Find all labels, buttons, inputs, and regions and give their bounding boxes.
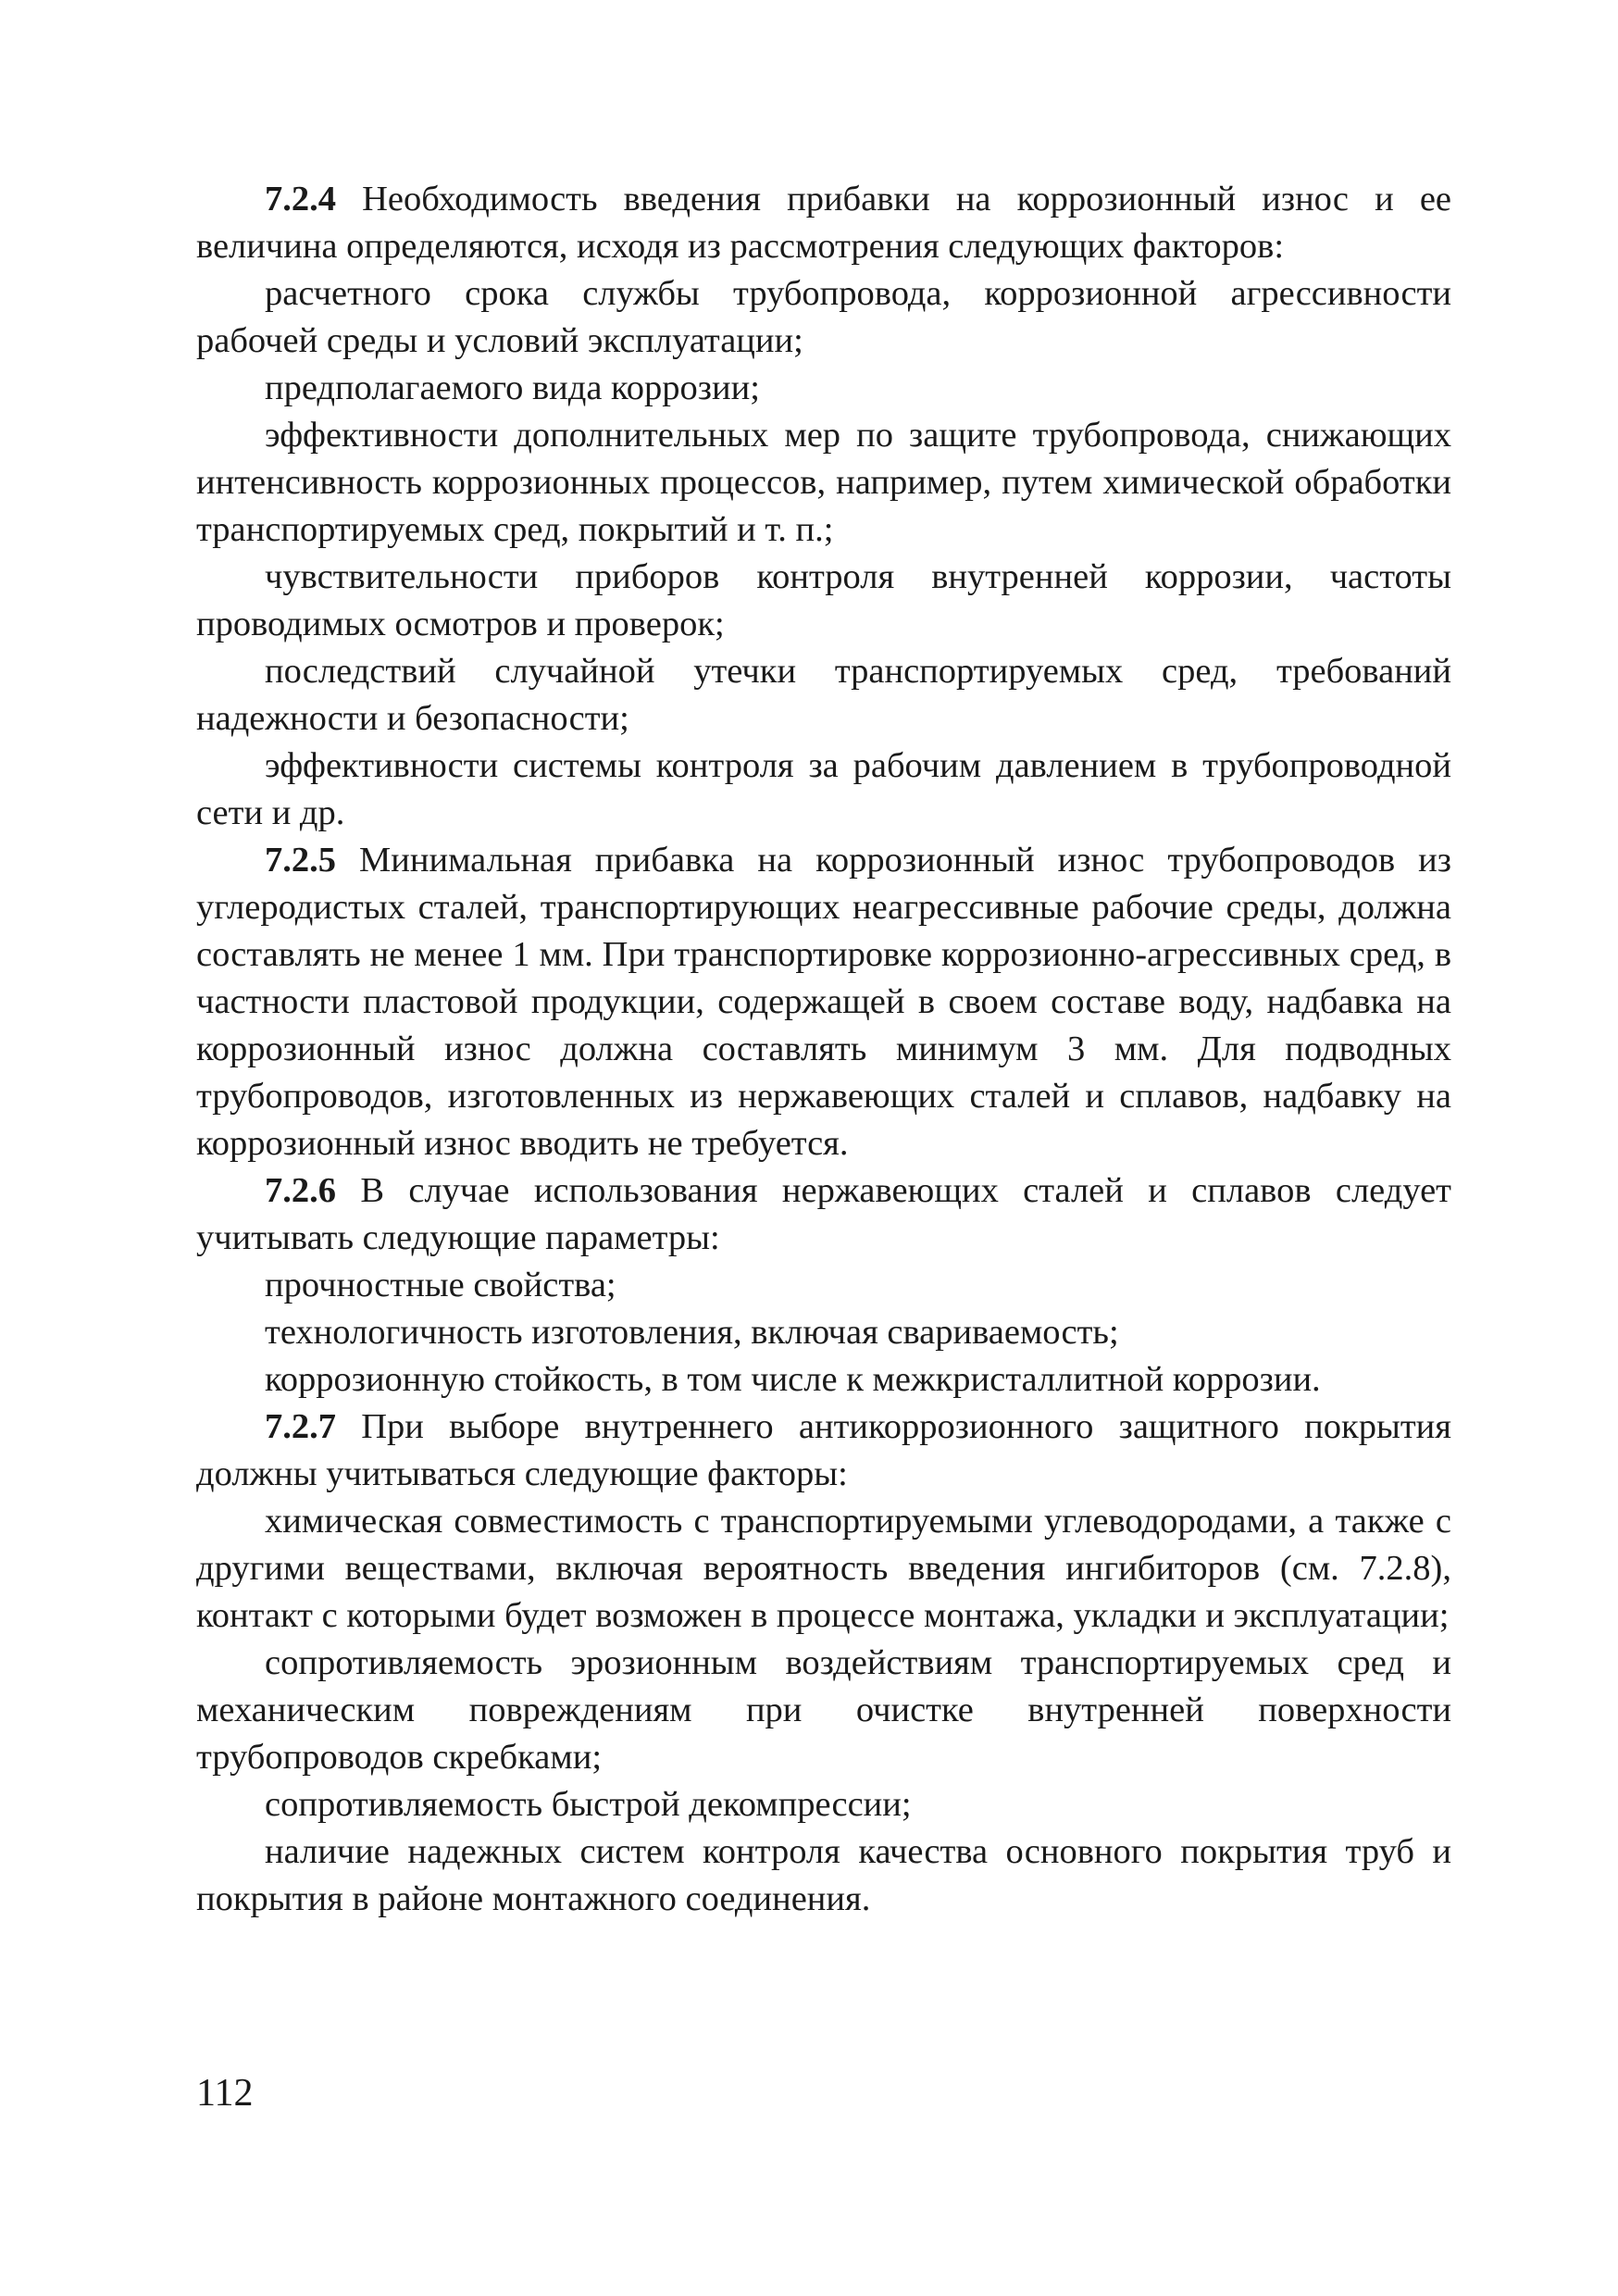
clause-number: 7.2.4 [265, 180, 336, 218]
list-item [196, 365, 1451, 412]
paragraph-7-2-7 [196, 1404, 1451, 1498]
page-number: 112 [196, 2072, 254, 2115]
paragraph-text: В случае использования нержавеющих сталей и сплавов следует учитывать следующие параметры: [196, 1171, 1451, 1257]
list-item [196, 1262, 1451, 1309]
paragraph-text: эффективности системы контроля за рабочим давлением в трубопроводной сети и др. [196, 746, 1451, 832]
paragraph-7-2-4 [196, 176, 1451, 270]
paragraph-text: прочностные свойства; [265, 1266, 616, 1304]
paragraph-text: наличие надежных систем контроля качества основного покрытия труб и покрытия в районе монтажного соединения. [196, 1832, 1451, 1918]
clause-number: 7.2.7 [265, 1407, 336, 1446]
list-item [196, 648, 1451, 742]
paragraph-text: При выборе внутреннего антикоррозионного защитного покрытия должны учитываться следующие факторы: [196, 1407, 1451, 1493]
list-item [196, 1781, 1451, 1828]
list-item [196, 270, 1451, 365]
paragraph-text: эффективности дополнительных мер по защите трубопровода, снижающих интенсивность коррозионных процессов, например, путем химической обработки транспортируемых сред, покрытий и т. п.; [196, 416, 1451, 549]
document-body [196, 176, 1451, 1923]
paragraph-text: последствий случайной утечки транспортируемых сред, требований надежности и безопасности; [196, 652, 1451, 738]
paragraph-text: коррозионную стойкость, в том числе к межкристаллитной коррозии. [265, 1360, 1321, 1399]
paragraph-text: сопротивляемость эрозионным воздействиям транспортируемых сред и механическим повреждениям при очистке внутренней поверхности трубопроводов скребками; [196, 1643, 1451, 1777]
paragraph-text: Минимальная прибавка на коррозионный износ трубопроводов из углеродистых сталей, транспортирующих неагрессивные рабочие среды, должна составлять не менее 1 мм. При транспортировке коррозионно-агрессивных сред, в частности пластовой продукции, содержащей в своем составе воду, надбавка на коррозионный износ должна составлять минимум 3 мм. Для подводных трубопроводов, изготовленных из нержавеющих сталей и сплавов, надбавку на коррозионный износ вводить не требуется. [196, 841, 1451, 1163]
list-item [196, 1498, 1451, 1640]
list-item [196, 1356, 1451, 1404]
paragraph-text: технологичность изготовления, включая свариваемость; [265, 1313, 1119, 1352]
paragraph-text: химическая совместимость с транспортируемыми углеводородами, а также с другими веществами, включая вероятность введения ингибиторов (см. 7.2.8), контакт с которыми будет возможен в процессе монтажа, укладки и эксплуатации; [196, 1502, 1451, 1635]
paragraph-text: сопротивляемость быстрой декомпрессии; [265, 1785, 912, 1824]
paragraph-7-2-6 [196, 1167, 1451, 1262]
paragraph-text: Необходимость введения прибавки на коррозионный износ и ее величина определяются, исходя из рассмотрения следующих факторов: [196, 180, 1451, 266]
paragraph-text: чувствительности приборов контроля внутренней коррозии, частоты проводимых осмотров и проверок; [196, 557, 1451, 643]
clause-number: 7.2.5 [265, 841, 336, 880]
list-item [196, 554, 1451, 648]
paragraph-7-2-5 [196, 837, 1451, 1167]
clause-number: 7.2.6 [265, 1171, 336, 1210]
list-item [196, 1640, 1451, 1781]
list-item [196, 412, 1451, 554]
list-item [196, 742, 1451, 837]
paragraph-text: предполагаемого вида коррозии; [265, 368, 760, 407]
list-item [196, 1309, 1451, 1356]
list-item [196, 1828, 1451, 1923]
paragraph-text: расчетного срока службы трубопровода, коррозионной агрессивности рабочей среды и условий эксплуатации; [196, 274, 1451, 360]
